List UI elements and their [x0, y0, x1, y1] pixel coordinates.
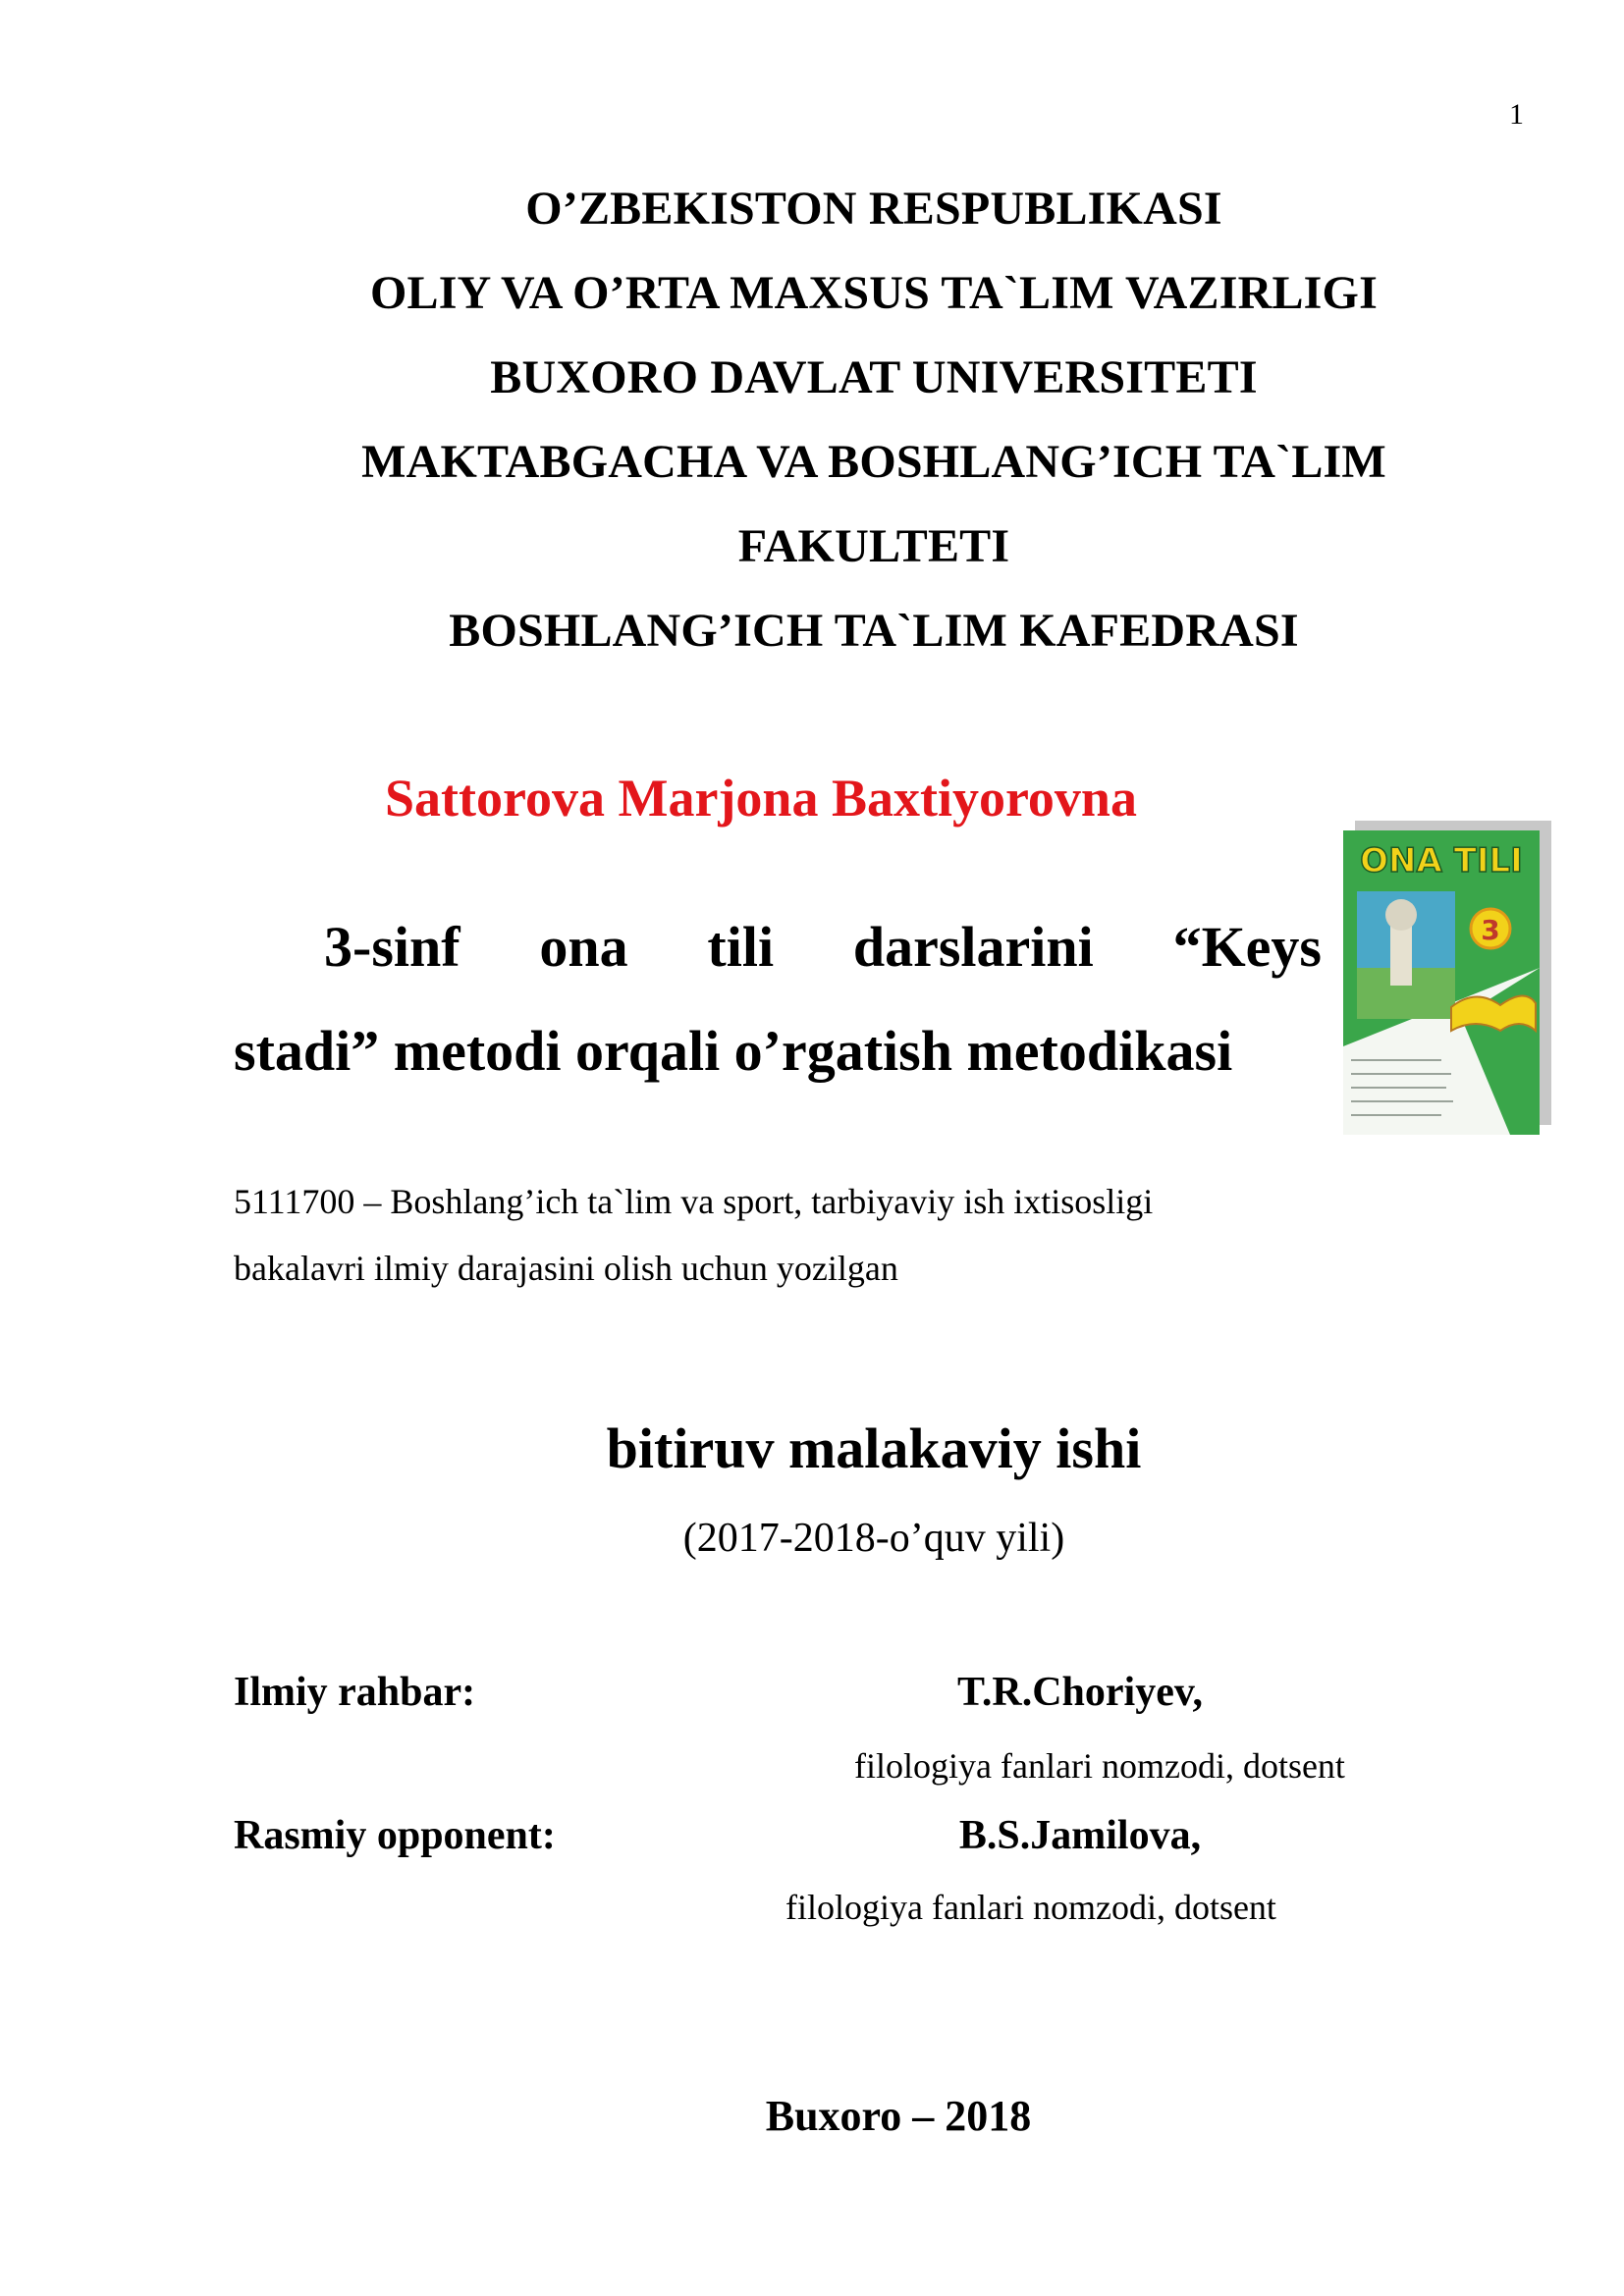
- thesis-title: [234, 895, 1322, 1103]
- title-word: “Keys: [1172, 915, 1322, 979]
- header-line: MAKTABGACHA VA BOSHLANG’ICH TA`LIM: [361, 436, 1386, 488]
- supervisor-label: Ilmiy rahbar:: [234, 1670, 476, 1715]
- opponent-name: B.S.Jamilova,: [958, 1813, 1202, 1858]
- supervisor-name: T.R.Choriyev,: [956, 1670, 1204, 1715]
- book-title: ONA TILI: [1360, 841, 1523, 881]
- header-line: O’ZBEKISTON RESPUBLIKASI: [525, 183, 1222, 235]
- title-line-2: stadi” metodi orqali o’rgatish metodikasi: [234, 1019, 1233, 1083]
- title-word: ona: [539, 915, 628, 979]
- page-number: 1: [1509, 98, 1524, 131]
- title-word: 3-sinf: [324, 915, 460, 979]
- opponent-label: Rasmiy opponent:: [234, 1813, 556, 1858]
- title-word: darslarini: [852, 915, 1094, 979]
- specialty-line-1: 5111700 – Boshlang’ich ta`lim va sport, tarbiyaviy ish ixtisosligi: [234, 1182, 1154, 1221]
- author-name: Sattorova Marjona Baxtiyorovna: [385, 769, 1137, 828]
- city-year: Buxoro – 2018: [765, 2092, 1032, 2140]
- book-photo-dome: [1385, 899, 1417, 931]
- academic-year: (2017-2018-o’quv yili): [682, 1516, 1065, 1561]
- work-type: bitiruv malakaviy ishi: [606, 1416, 1142, 1480]
- specialty-line-2: bakalavri ilmiy darajasini olish uchun yozilgan: [234, 1249, 898, 1288]
- header-line: FAKULTETI: [737, 520, 1010, 572]
- supervisor-degree: filologiya fanlari nomzodi, dotsent: [854, 1746, 1345, 1786]
- opponent-degree: filologiya fanlari nomzodi, dotsent: [785, 1888, 1276, 1927]
- header-line: OLIY VA O’RTA MAXSUS TA`LIM VAZIRLIGI: [370, 267, 1378, 319]
- book-cover-image: [1343, 821, 1551, 1135]
- header-line: BUXORO DAVLAT UNIVERSITETI: [490, 351, 1258, 403]
- specialty-description: [234, 1168, 1153, 1302]
- title-word: tili: [707, 915, 775, 979]
- book-grade: 3: [1481, 914, 1500, 946]
- title-line-1: [234, 895, 1322, 999]
- institution-header: [0, 167, 1624, 673]
- header-line: BOSHLANG’ICH TA`LIM KAFEDRASI: [449, 605, 1299, 657]
